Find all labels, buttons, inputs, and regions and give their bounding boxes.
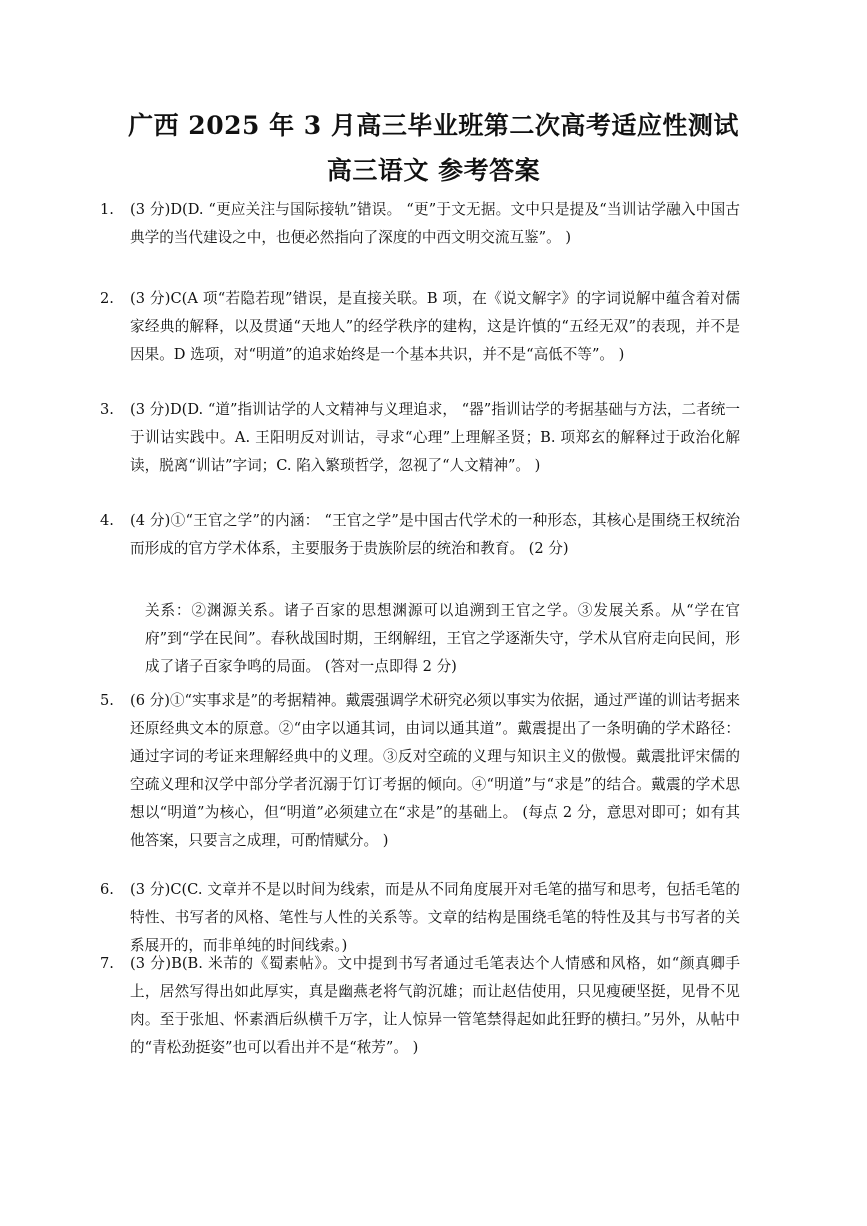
answer-text: (3 分)C(A 项“若隐若现”错误，是直接关联。B 项，在《说文解字》的字词说解中蕴含着对儒家经典的解释，以及贯通“天地人”的经学秩序的建构，这是许慎的“五经无双”的表现，并不是因果。D 选项，对“明道”的追求始终是一个基本共识，并不是“高低不等”。 ) [130,290,740,363]
answer-number: 7. [100,955,114,972]
page-subtitle: 高三语文 参考答案 [326,156,541,185]
answer-text: (4 分)①“王官之学”的内涵： “王官之学”是中国古代学术的一种形态，其核心是围绕王权统治而形成的官方学术体系，主要服务于贵族阶层的统治和教育。 (2 分) [130,512,740,557]
answer-number: 5. [100,692,114,709]
answer-text: (6 分)①“实事求是”的考据精神。戴震强调学术研究必须以事实为依据，通过严谨的训诂考据来还原经典文本的原意。②“由字以通其词，由词以通其道”。戴震提出了一条明确的学术路径：通过字词的考证来理解经典中的义理。③反对空疏的义理与知识主义的傲慢。戴震批评宋儒的空疏义理和汉学中部分学者沉溺于饤订考据的倾向。④“明道”与“求是”的结合。戴震的学术思想以“明道”为核心，但“明道”必须建立在“求是”的基础上。 (每点 2 分，意思对即可；如有其他答案，只要言之成理，可酌情赋分。 ) [130,692,740,849]
answer-text: (3 分)D(D. “道”指训诂学的人文精神与义理追求， “器”指训诂学的考据基础与方法，二者统一于训诂实践中。A. 王阳明反对训诂，寻求“心理”上理解圣贤；B. 项郑玄的解释过于政治化解读，脱离“训诂”字词；C. 陷入繁琐哲学，忽视了“人文精神”。 ) [130,401,740,474]
answer-item-3 [100,396,740,480]
page-title: 广西 2025 年 3 月高三毕业班第二次高考适应性测试 [128,111,739,140]
answer-number: 3. [100,401,114,418]
answer-item-5 [100,687,740,855]
answer-text: (3 分)C(C. 文章并不是以时间为线索，而是从不同角度展开对毛笔的描写和思考，包括毛笔的特性、书写者的风格、笔性与人性的关系等。文章的结构是围绕毛笔的特性及其与书写者的关系展开的，而非单纯的时间线索。) [130,881,740,954]
answer-text: (3 分)B(B. 米芾的《蜀素帖》。文中提到书写者通过毛笔表达个人情感和风格，如“颜真卿手上，居然写得出如此厚实，真是幽燕老将气韵沉雄；而让赵佶使用，只见瘦硬坚挺，见骨不见肉。至于张旭、怀素酒后纵横千万字，让人惊异一管笔禁得起如此狂野的横扫。”另外，从帖中的“青松劲挺姿”也可以看出并不是“秾芳”。 ) [130,955,740,1056]
answer-item-2 [100,285,740,369]
answer-item-6 [100,876,740,960]
answer-item-1 [100,196,740,252]
answer-item-4 [100,507,740,563]
answer-number: 4. [100,512,114,529]
answer-number: 2. [100,290,114,307]
answer-number: 6. [100,881,114,898]
answer-text: (3 分)D(D. “更应关注与国际接轨”错误。 “更”于文无据。文中只是提及“当训诂学融入中国古典学的当代建设之中，也便必然指向了深度的中西文明交流互鉴”。 ) [130,201,740,246]
answer-text: 关系：②渊源关系。诸子百家的思想渊源可以追溯到王官之学。③发展关系。从“学在官府”到“学在民间”。春秋战国时期，王纲解纽，王官之学逐渐失守，学术从官府走向民间，形成了诸子百家争鸣的局面。 (答对一点即得 2 分) [145,602,740,675]
answer-item-7 [100,950,740,1062]
answer-number: 1. [100,201,114,218]
answer-item-4-relations [145,597,740,681]
